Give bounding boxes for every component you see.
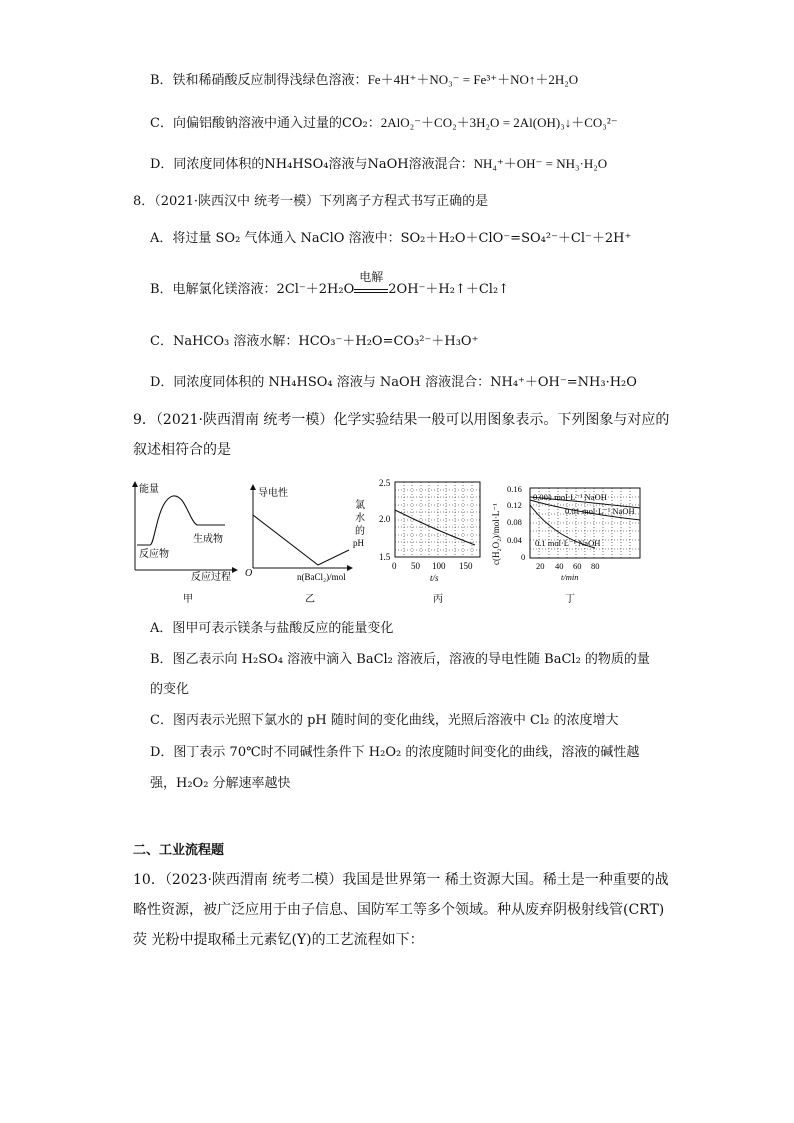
ding-ytick-012: 0.12 — [507, 500, 522, 510]
bing-xtick-50: 50 — [411, 561, 420, 571]
ding-series-1: 0.001 mol·L⁻¹ NaOH — [533, 492, 607, 502]
q10-line2: 略性资源，被广泛应用于由子信息、国防军工等多个领域。种从废弃阴极射线管(CRT) — [133, 902, 665, 918]
q7-option-d: D．同浓度同体积的NH₄HSO₄溶液与NaOH溶液混合：NH₄⁺＋OH⁻ = NH₃·H₂O — [150, 156, 608, 172]
q8-option-b: B．电解氯化镁溶液：2Cl⁻＋2H₂O 电解 2OH⁻＋H₂↑＋Cl₂↑ — [150, 270, 510, 297]
bing-grid — [395, 482, 480, 557]
caption-yi: 乙 — [305, 594, 315, 605]
ding-ytick-016: 0.16 — [507, 484, 522, 494]
ding-series-2: 0.01 mol·L⁻¹ NaOH — [565, 506, 635, 516]
figure-yi — [245, 485, 352, 582]
q9-option-d-line1: D．图丁表示 70℃时不同碱性条件下 H₂O₂ 的浓度随时间变化的曲线，溶液的碱性越 — [150, 745, 640, 760]
bing-ylabel-3: 的 — [355, 526, 365, 537]
ding-xtick-80: 80 — [591, 561, 600, 571]
q7-option-c: C．向偏铝酸钠溶液中通入过量的CO₂：2AlO₂⁻＋CO₂＋3H₂O = 2Al(OH)₃↓＋CO₃²⁻ — [150, 115, 618, 131]
yi-ylabel: 导电性 — [258, 488, 288, 499]
bing-xtick-150: 150 — [459, 561, 473, 571]
ding-ytick-004: 0.04 — [507, 535, 522, 545]
caption-jia: 甲 — [183, 594, 193, 605]
figure-bing — [353, 478, 480, 583]
bing-plot-frame — [395, 482, 480, 557]
q9-stem-line2: 叙述相符合的是 — [133, 442, 231, 458]
caption-bing: 丙 — [433, 594, 443, 605]
bing-xlabel: t/s — [430, 573, 439, 583]
q9-option-b-line1: B．图乙表示向 H₂SO₄ 溶液中滴入 BaCl₂ 溶液后，溶液的导电性随 BaCl₂ 的物质的量 — [150, 652, 650, 667]
ding-ytick-008: 0.08 — [507, 517, 522, 527]
q8-stem: 8．（2021·陕西汉中 统考一模）下列离子方程式书写正确的是 — [133, 194, 489, 209]
q10-line3: 荧 光粉中提取稀土元素钇(Y)的工艺流程如下： — [133, 932, 424, 948]
q7-option-b: B．铁和稀硝酸反应制得浅绿色溶液：Fe＋4H⁺＋NO₃⁻ = Fe³⁺＋NO↑＋2H₂O — [150, 72, 579, 88]
jia-product-label: 生成物 — [193, 534, 223, 545]
jia-ylabel: 能量 — [139, 484, 159, 495]
bing-ytick-25: 2.5 — [379, 478, 391, 488]
bing-xtick-100: 100 — [432, 561, 446, 571]
q8-option-a: A．将过量 SO₂ 气体通入 NaClO 溶液中：SO₂＋H₂O＋ClO⁻=SO₄²⁻＋Cl⁻＋2H⁺ — [150, 231, 632, 246]
ding-ytick-0: 0 — [521, 552, 526, 562]
figure-jia — [135, 482, 237, 583]
ding-ylabel: c(H₂O₂)/mol·L⁻¹ — [491, 503, 501, 565]
q10-line1: 10．（2023·陕西渭南 统考二模）我国是世界第一 稀土资源大国。稀土是一种重要的战 — [133, 872, 669, 888]
q9-option-d-line2: 强，H₂O₂ 分解速率越快 — [150, 776, 291, 791]
yi-xlabel: n(BaCl₂)/mol — [297, 572, 346, 582]
bing-ytick-20: 2.0 — [379, 514, 391, 524]
figure-ding — [491, 484, 640, 582]
jia-xlabel: 反应过程 — [191, 572, 231, 583]
section-heading: 二、工业流程题 — [133, 843, 225, 858]
q9-option-a: A．图甲可表示镁条与盐酸反应的能量变化 — [150, 621, 394, 636]
ding-xtick-60: 60 — [573, 561, 582, 571]
q9-option-c: C．图丙表示光照下氯水的 pH 随时间的变化曲线，光照后溶液中 Cl₂ 的浓度增大 — [150, 713, 619, 728]
q8-option-c: C．NaHCO₃ 溶液水解：HCO₃⁻＋H₂O=CO₃²⁻＋H₃O⁺ — [150, 334, 479, 349]
bing-xtick-0: 0 — [392, 561, 397, 571]
caption-ding: 丁 — [565, 594, 575, 605]
yi-origin: O — [245, 568, 253, 579]
electrolysis-condition: 电解 — [354, 283, 388, 293]
q9-stem-line1: 9．（2021·陕西渭南 统考一模）化学实验结果一般可以用图象表示。下列图象与对应的 — [133, 412, 670, 428]
jia-reactant-label: 反应物 — [139, 549, 169, 560]
q9-option-b-line2: 的变化 — [150, 682, 190, 697]
ding-xlabel: t/min — [561, 572, 579, 582]
yi-conductivity-curve — [253, 515, 349, 565]
bing-ytick-15: 1.5 — [379, 552, 391, 562]
q9-figures — [125, 470, 670, 610]
ding-series-3: 0.1 mol·L⁻¹ NaOH — [535, 538, 601, 548]
ding-xtick-20: 20 — [536, 561, 545, 571]
bing-ylabel-2: 水 — [355, 513, 365, 524]
ding-xtick-40: 40 — [555, 561, 564, 571]
bing-ylabel-1: 氯 — [355, 500, 365, 511]
q8-option-d: D．同浓度同体积的 NH₄HSO₄ 溶液与 NaOH 溶液混合：NH₄⁺＋OH⁻=NH₃·H₂O — [150, 375, 637, 390]
bing-ylabel-4: pH — [353, 538, 364, 548]
